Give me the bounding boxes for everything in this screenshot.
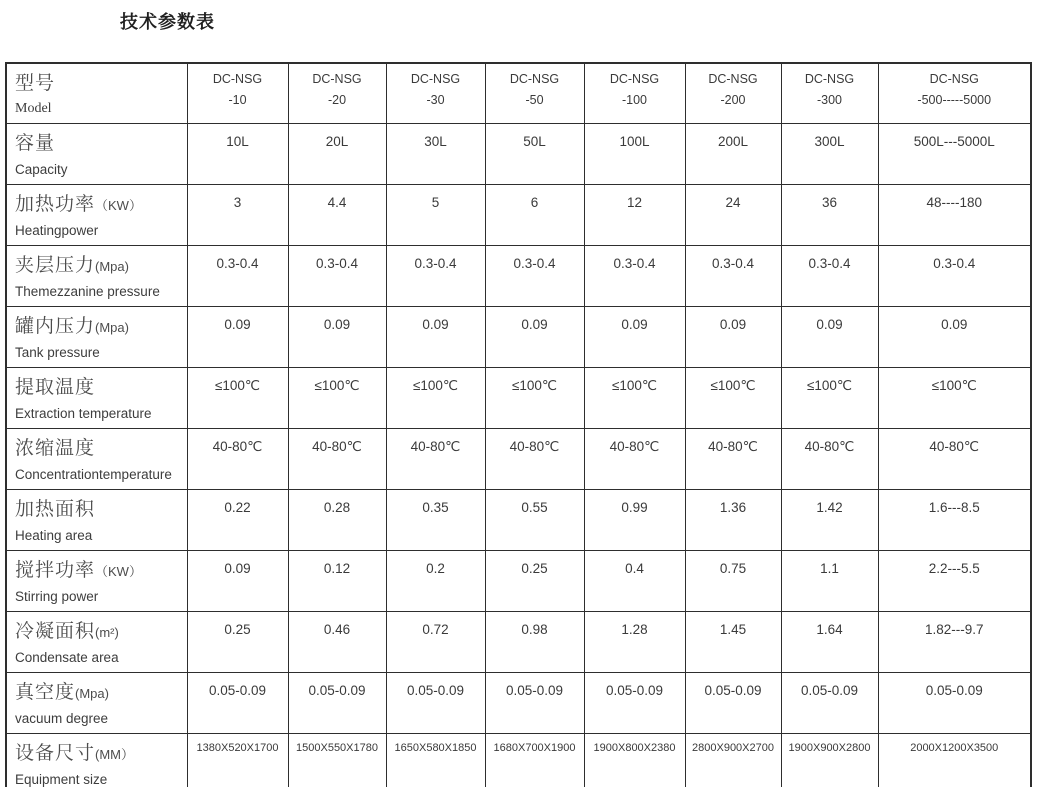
spec-table bbox=[5, 62, 1032, 787]
table-row-concentration-temperature bbox=[6, 429, 1031, 490]
value-cell: 0.09 bbox=[288, 307, 386, 368]
value-cell: 1.1 bbox=[781, 551, 878, 612]
value-cell: 1900X900X2800 bbox=[781, 734, 878, 787]
row-label-en: Tank pressure bbox=[15, 345, 100, 360]
value-cell: 40-80℃ bbox=[288, 429, 386, 490]
table-row-equipment-size bbox=[6, 734, 1031, 787]
value-cell: 0.3-0.4 bbox=[288, 246, 386, 307]
row-label-en: Heating area bbox=[15, 528, 93, 543]
row-label bbox=[6, 429, 187, 490]
row-label-en: Equipment size bbox=[15, 772, 108, 787]
value-cell: 0.3-0.4 bbox=[584, 246, 685, 307]
row-label bbox=[6, 673, 187, 734]
model-number: -10 bbox=[228, 93, 247, 107]
value-cell: 1.36 bbox=[685, 490, 781, 551]
model-header-cell bbox=[386, 63, 485, 124]
value-cell: ≤100℃ bbox=[685, 368, 781, 429]
value-cell: 0.05-0.09 bbox=[685, 673, 781, 734]
row-label bbox=[6, 612, 187, 673]
model-number: -50 bbox=[525, 93, 544, 107]
value-cell: 0.09 bbox=[781, 307, 878, 368]
row-label bbox=[6, 368, 187, 429]
value-cell: 0.09 bbox=[584, 307, 685, 368]
value-cell: 0.3-0.4 bbox=[386, 246, 485, 307]
row-label-zh: 型号 bbox=[15, 73, 56, 94]
row-label-unit: (m²) bbox=[95, 625, 119, 640]
value-cell: 30L bbox=[386, 124, 485, 185]
value-cell: 0.3-0.4 bbox=[878, 246, 1031, 307]
row-label-zh: 容量 bbox=[15, 133, 56, 154]
model-header-cell bbox=[288, 63, 386, 124]
value-cell: 40-80℃ bbox=[584, 429, 685, 490]
value-cell: 100L bbox=[584, 124, 685, 185]
row-label-unit: （KW） bbox=[95, 564, 142, 579]
value-cell: 40-80℃ bbox=[685, 429, 781, 490]
value-cell: 0.05-0.09 bbox=[485, 673, 584, 734]
value-cell: ≤100℃ bbox=[386, 368, 485, 429]
row-label-zh: 罐内压力(Mpa) bbox=[15, 316, 129, 337]
model-number: -500-----5000 bbox=[917, 93, 992, 107]
table-row-stirring-power bbox=[6, 551, 1031, 612]
model-series: DC-NSG bbox=[212, 72, 263, 86]
model-header-cell bbox=[878, 63, 1031, 124]
row-label-zh: 设备尺寸(MM） bbox=[15, 743, 135, 764]
row-label bbox=[6, 551, 187, 612]
row-label-en: Concentrationtemperature bbox=[15, 467, 172, 482]
value-cell: 40-80℃ bbox=[386, 429, 485, 490]
row-label-zh: 搅拌功率（KW） bbox=[15, 560, 142, 581]
value-cell: 2000X1200X3500 bbox=[878, 734, 1031, 787]
row-label bbox=[6, 734, 187, 787]
value-cell: ≤100℃ bbox=[187, 368, 288, 429]
header-row bbox=[6, 63, 1031, 124]
value-cell: ≤100℃ bbox=[781, 368, 878, 429]
value-cell: 0.46 bbox=[288, 612, 386, 673]
value-cell: 0.22 bbox=[187, 490, 288, 551]
value-cell: 2.2---5.5 bbox=[878, 551, 1031, 612]
value-cell: 0.09 bbox=[187, 551, 288, 612]
value-cell: 0.09 bbox=[485, 307, 584, 368]
value-cell: 300L bbox=[781, 124, 878, 185]
value-cell: 4.4 bbox=[288, 185, 386, 246]
value-cell: 36 bbox=[781, 185, 878, 246]
value-cell: 5 bbox=[386, 185, 485, 246]
row-label-zh: 浓缩温度 bbox=[15, 438, 96, 459]
value-cell: ≤100℃ bbox=[878, 368, 1031, 429]
value-cell: 0.05-0.09 bbox=[878, 673, 1031, 734]
row-label bbox=[6, 185, 187, 246]
table-row-heating-area bbox=[6, 490, 1031, 551]
model-series: DC-NSG bbox=[929, 72, 979, 86]
row-label-unit: (Mpa) bbox=[75, 686, 109, 701]
model-header-cell bbox=[685, 63, 781, 124]
value-cell: 0.55 bbox=[485, 490, 584, 551]
value-cell: 0.3-0.4 bbox=[685, 246, 781, 307]
value-cell: 0.4 bbox=[584, 551, 685, 612]
value-cell: 1.28 bbox=[584, 612, 685, 673]
value-cell: 1680X700X1900 bbox=[485, 734, 584, 787]
model-header-cell bbox=[584, 63, 685, 124]
row-label-en: Heatingpower bbox=[15, 223, 99, 238]
value-cell: 0.12 bbox=[288, 551, 386, 612]
row-label bbox=[6, 124, 187, 185]
model-series: DC-NSG bbox=[410, 72, 461, 86]
value-cell: 0.05-0.09 bbox=[187, 673, 288, 734]
row-label-unit: (MM） bbox=[95, 747, 135, 762]
value-cell: 2800X900X2700 bbox=[685, 734, 781, 787]
value-cell: 50L bbox=[485, 124, 584, 185]
model-number: -100 bbox=[621, 93, 648, 107]
table-row-extraction-temperature bbox=[6, 368, 1031, 429]
table-row-tank-pressure bbox=[6, 307, 1031, 368]
row-label-unit: (Mpa) bbox=[95, 320, 129, 335]
value-cell: 1.45 bbox=[685, 612, 781, 673]
value-cell: 12 bbox=[584, 185, 685, 246]
value-cell: 24 bbox=[685, 185, 781, 246]
model-header-cell bbox=[485, 63, 584, 124]
value-cell: 0.3-0.4 bbox=[485, 246, 584, 307]
table-row-vacuum-degree bbox=[6, 673, 1031, 734]
value-cell: ≤100℃ bbox=[485, 368, 584, 429]
row-label-model bbox=[6, 63, 187, 124]
row-label-en: Capacity bbox=[15, 162, 68, 177]
row-label-zh: 提取温度 bbox=[15, 377, 96, 398]
row-label bbox=[6, 246, 187, 307]
row-label-unit: (Mpa) bbox=[95, 259, 129, 274]
value-cell: 0.05-0.09 bbox=[386, 673, 485, 734]
value-cell: 1.42 bbox=[781, 490, 878, 551]
value-cell: 200L bbox=[685, 124, 781, 185]
value-cell: 1.82---9.7 bbox=[878, 612, 1031, 673]
row-label-unit: （KW） bbox=[95, 198, 142, 213]
value-cell: 0.28 bbox=[288, 490, 386, 551]
value-cell: 0.35 bbox=[386, 490, 485, 551]
model-series: DC-NSG bbox=[609, 72, 660, 86]
value-cell: 3 bbox=[187, 185, 288, 246]
value-cell: 40-80℃ bbox=[485, 429, 584, 490]
value-cell: 10L bbox=[187, 124, 288, 185]
value-cell: 6 bbox=[485, 185, 584, 246]
model-header-cell bbox=[187, 63, 288, 124]
row-label-zh: 夹层压力(Mpa) bbox=[15, 255, 129, 276]
value-cell: 0.09 bbox=[187, 307, 288, 368]
row-label-en: Model bbox=[15, 101, 52, 116]
value-cell: 0.09 bbox=[878, 307, 1031, 368]
value-cell: 1380X520X1700 bbox=[187, 734, 288, 787]
model-series: DC-NSG bbox=[708, 72, 758, 86]
model-header-cell bbox=[781, 63, 878, 124]
value-cell: 20L bbox=[288, 124, 386, 185]
row-label-zh: 真空度(Mpa) bbox=[15, 682, 109, 703]
row-label-en: Stirring power bbox=[15, 589, 99, 604]
value-cell: 40-80℃ bbox=[187, 429, 288, 490]
value-cell: 0.3-0.4 bbox=[187, 246, 288, 307]
value-cell: 0.09 bbox=[685, 307, 781, 368]
model-number: -200 bbox=[720, 93, 746, 107]
value-cell: 500L---5000L bbox=[878, 124, 1031, 185]
value-cell: 0.75 bbox=[685, 551, 781, 612]
model-number: -30 bbox=[426, 93, 445, 107]
row-label-en: Extraction temperature bbox=[15, 406, 152, 421]
row-label bbox=[6, 490, 187, 551]
value-cell: 0.99 bbox=[584, 490, 685, 551]
row-label-zh: 冷凝面积(m²) bbox=[15, 621, 119, 642]
row-label bbox=[6, 307, 187, 368]
value-cell: 0.2 bbox=[386, 551, 485, 612]
value-cell: 1650X580X1850 bbox=[386, 734, 485, 787]
value-cell: 1.6---8.5 bbox=[878, 490, 1031, 551]
value-cell: 0.05-0.09 bbox=[781, 673, 878, 734]
table-row-jacket-pressure bbox=[6, 246, 1031, 307]
value-cell: 0.05-0.09 bbox=[584, 673, 685, 734]
model-series: DC-NSG bbox=[509, 72, 560, 86]
model-series: DC-NSG bbox=[312, 72, 362, 86]
table-row-condensate-area bbox=[6, 612, 1031, 673]
row-label-zh: 加热面积 bbox=[15, 499, 96, 520]
table-row-heating-power bbox=[6, 185, 1031, 246]
value-cell: 0.25 bbox=[187, 612, 288, 673]
value-cell: 40-80℃ bbox=[878, 429, 1031, 490]
value-cell: 48----180 bbox=[878, 185, 1031, 246]
row-label-en: Themezzanine pressure bbox=[15, 284, 160, 299]
value-cell: ≤100℃ bbox=[584, 368, 685, 429]
value-cell: 1500X550X1780 bbox=[288, 734, 386, 787]
value-cell: 0.09 bbox=[386, 307, 485, 368]
table-row-capacity bbox=[6, 124, 1031, 185]
value-cell: 1.64 bbox=[781, 612, 878, 673]
value-cell: ≤100℃ bbox=[288, 368, 386, 429]
model-number: -300 bbox=[816, 93, 843, 107]
row-label-en: vacuum degree bbox=[15, 711, 109, 726]
model-number: -20 bbox=[327, 93, 347, 107]
row-label-zh: 加热功率（KW） bbox=[15, 194, 142, 215]
value-cell: 1900X800X2380 bbox=[584, 734, 685, 787]
value-cell: 0.72 bbox=[386, 612, 485, 673]
value-cell: 0.98 bbox=[485, 612, 584, 673]
value-cell: 0.3-0.4 bbox=[781, 246, 878, 307]
value-cell: 40-80℃ bbox=[781, 429, 878, 490]
page-title: 技术参数表 bbox=[120, 12, 215, 32]
model-series: DC-NSG bbox=[804, 72, 855, 86]
value-cell: 0.25 bbox=[485, 551, 584, 612]
row-label-en: Condensate area bbox=[15, 650, 119, 665]
value-cell: 0.05-0.09 bbox=[288, 673, 386, 734]
